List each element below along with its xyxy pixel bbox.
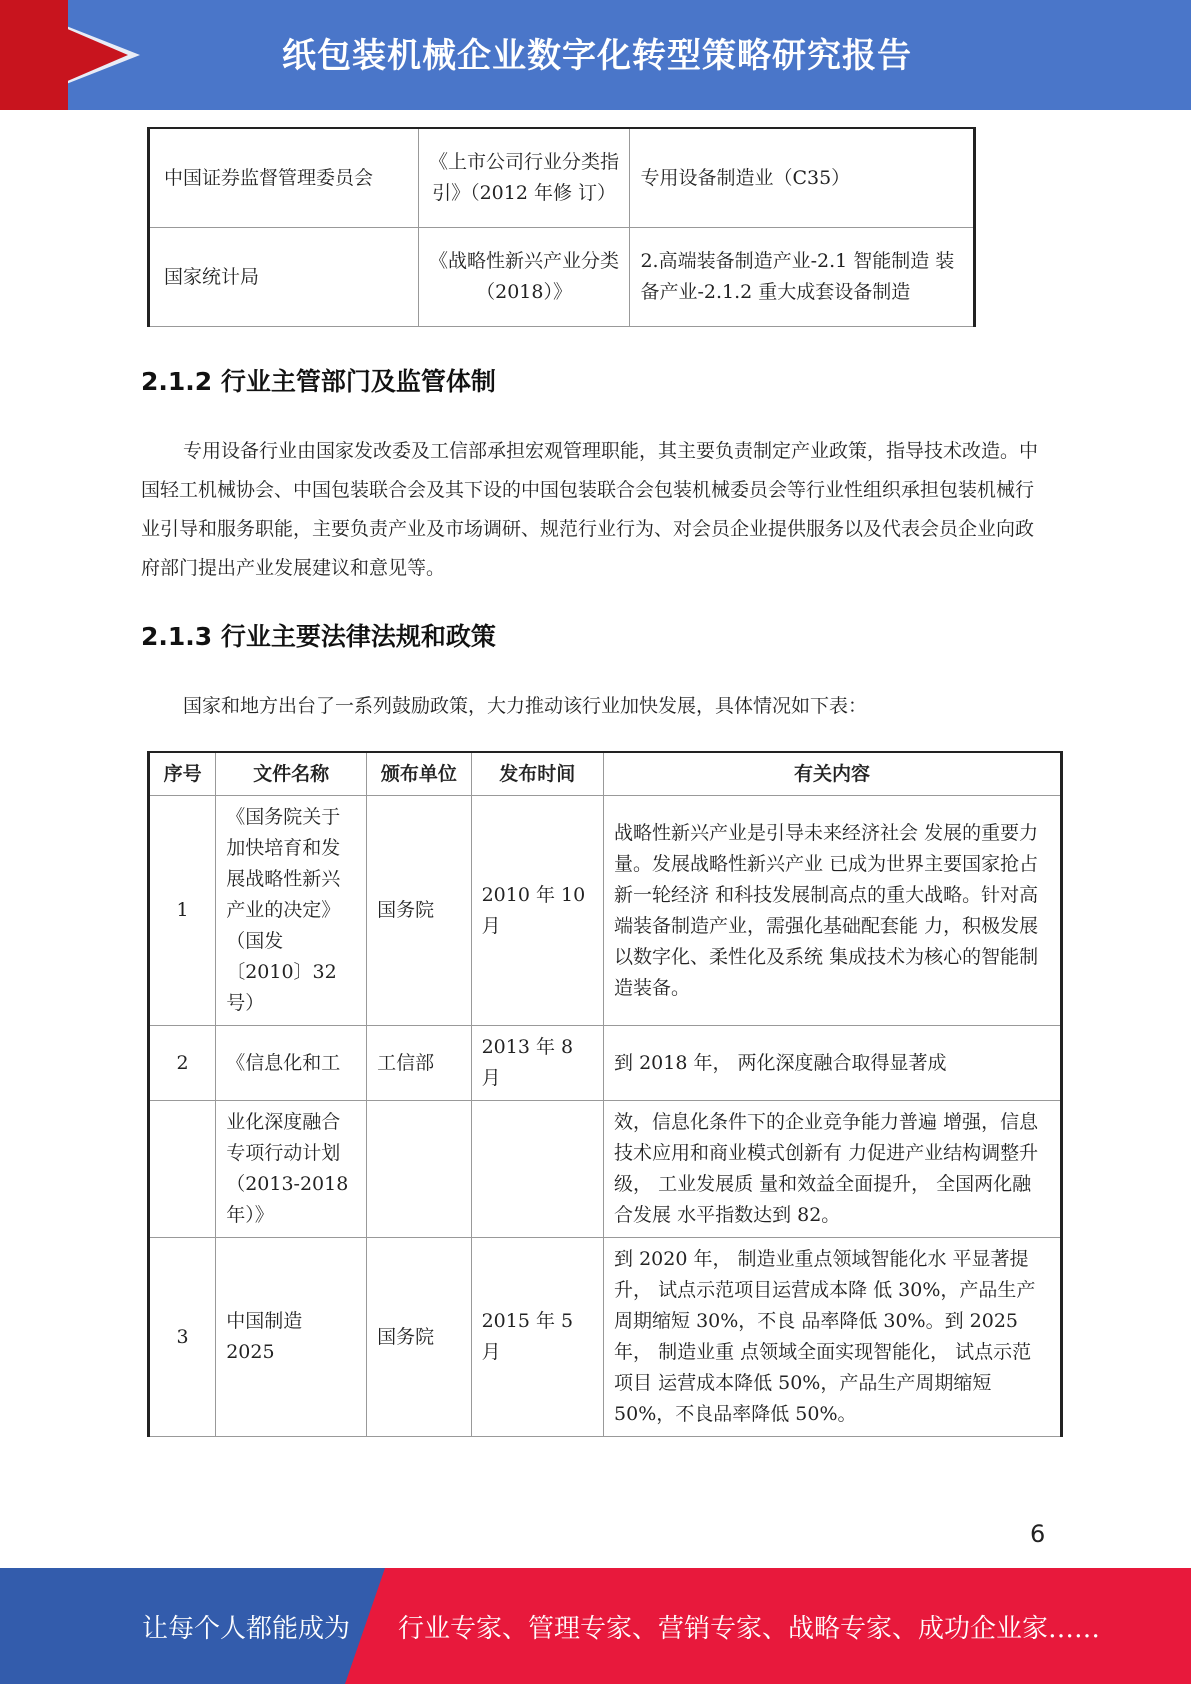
- table-row: [149, 1026, 1062, 1101]
- table-row: [149, 1238, 1062, 1437]
- table-cell-no: 1: [149, 796, 216, 1026]
- page-footer: [0, 1568, 1191, 1684]
- table-cell-date: 2010 年 10 月: [471, 796, 603, 1026]
- table-cell-org: 国家统计局: [149, 228, 419, 327]
- table-cell-content: 效，信息化条件下的企业竞争能力普遍 增强，信息技术应用和商业模式创新有 力促进产业结构调整升级， 工业发展质 量和效益全面提升， 全国两化融合发展 水平指数达到 82。: [604, 1101, 1062, 1238]
- table-cell-date: 2013 年 8 月: [471, 1026, 603, 1101]
- table-row: [149, 796, 1062, 1026]
- footer-slogan-left: 让每个人都能成为: [142, 1614, 351, 1644]
- section-heading-2-1-3: 2.1.3 行业主要法律法规和政策: [141, 622, 496, 651]
- table-cell-content: 到 2020 年， 制造业重点领域智能化水 平显著提升， 试点示范项目运营成本降 低 30%，产品生产周期缩短 30%，不良 品率降低 30%。到 2025 年， 制造业重 点领域全面实现智能化， 试点示范项目 运营成本降低 50%，产品生产周期缩短 50%，不良品率降低 50%。: [604, 1238, 1062, 1437]
- column-header-dept: 颁布单位: [367, 752, 471, 796]
- table-row: [149, 1101, 1062, 1238]
- table-cell-no: 3: [149, 1238, 216, 1437]
- page-number: 6: [1030, 1520, 1046, 1548]
- table-cell-name: 业化深度融合专项行动计划（2013-2018 年）》: [216, 1101, 367, 1238]
- table-cell-dept: [367, 1101, 471, 1238]
- table-cell-name: 中国制造 2025: [216, 1238, 367, 1437]
- table-cell-date: 2015 年 5 月: [471, 1238, 603, 1437]
- section-paragraph-2-1-3: 国家和地方出台了一系列鼓励政策，大力推动该行业加快发展，具体情况如下表：: [183, 695, 868, 717]
- table-cell-dept: 国务院: [367, 1238, 471, 1437]
- table-cell-content: 专用设备制造业（C35）: [630, 128, 975, 228]
- table-cell-dept: 国务院: [367, 796, 471, 1026]
- page-header: [0, 0, 1191, 110]
- column-header-no: 序号: [149, 752, 216, 796]
- policy-table: [147, 751, 1063, 1437]
- table-row: [149, 228, 975, 327]
- classification-table: [147, 127, 976, 327]
- table-cell-content: 战略性新兴产业是引导未来经济社会 发展的重要力量。发展战略性新兴产业 已成为世界主要国家抢占新一轮经济 和科技发展制高点的重大战略。针对高 端装备制造产业，需强化基础配套能 力，积极发展以数字化、柔性化及系统 集成技术为核心的智能制造装备。: [604, 796, 1062, 1026]
- column-header-content: 有关内容: [604, 752, 1062, 796]
- table-cell-date: [471, 1101, 603, 1238]
- table-row: [149, 128, 975, 228]
- header-title: 纸包装机械企业数字化转型策略研究报告: [282, 36, 912, 76]
- table-cell-doc: 《战略性新兴产业分类（2018）》: [418, 228, 630, 327]
- table-cell-content: 到 2018 年， 两化深度融合取得显著成: [604, 1026, 1062, 1101]
- footer-slogan-right: 行业专家、管理专家、营销专家、战略专家、成功企业家……: [398, 1614, 1101, 1644]
- table-cell-content: 2.高端装备制造产业-2.1 智能制造 装备产业-2.1.2 重大成套设备制造: [630, 228, 975, 327]
- section-paragraph-2-1-2: 专用设备行业由国家发改委及工信部承担宏观管理职能，其主要负责制定产业政策，指导技术改造。中国轻工机械协会、中国包装联合会及其下设的中国包装联合会包装机械委员会等行业性组织承担包装机械行业引导和服务职能，主要负责产业及市场调研、规范行业行为、对会员企业提供服务以及代表会员企业向政府部门提出产业发展建议和意见等。: [141, 440, 1039, 579]
- header-red-block: [0, 0, 68, 110]
- table-cell-name: 《信息化和工: [216, 1026, 367, 1101]
- table-cell-no: [149, 1101, 216, 1238]
- table-cell-doc: 《上市公司行业分类指引》（2012 年修 订）: [418, 128, 630, 228]
- table-cell-dept: 工信部: [367, 1026, 471, 1101]
- table-cell-name: 《国务院关于加快培育和发展战略性新兴产业的决定》（国发〔2010〕32 号）: [216, 796, 367, 1026]
- column-header-name: 文件名称: [216, 752, 367, 796]
- table-header-row: [149, 752, 1062, 796]
- table-cell-org: 中国证券监督管理委员会: [149, 128, 419, 228]
- section-heading-2-1-2: 2.1.2 行业主管部门及监管体制: [141, 367, 496, 396]
- column-header-date: 发布时间: [471, 752, 603, 796]
- footer-blue-slant: [345, 1568, 385, 1684]
- table-cell-no: 2: [149, 1026, 216, 1101]
